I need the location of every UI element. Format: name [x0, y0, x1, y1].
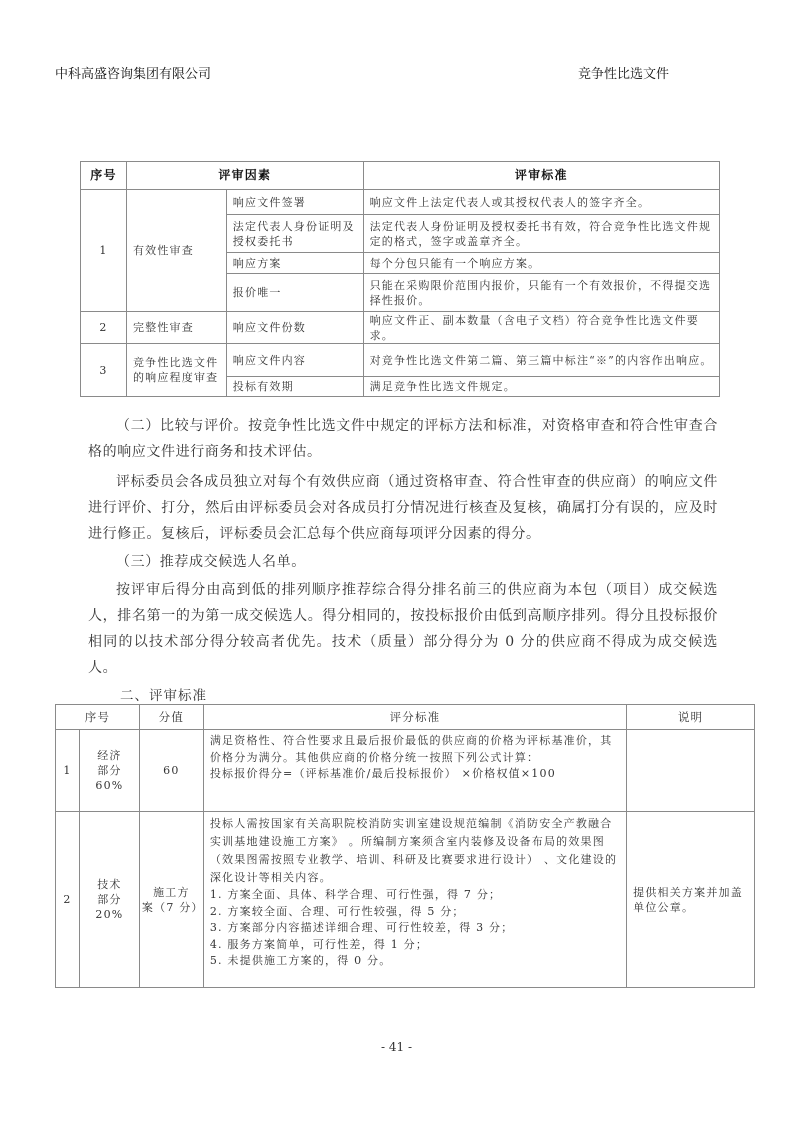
header-doc-type: 竞争性比选文件 [578, 67, 670, 82]
category-line: 经济 [97, 749, 122, 762]
row-category: 竞争性比选文件的响应程度审查 [126, 344, 226, 397]
row-factor: 法定代表人身份证明及授权委托书 [226, 215, 363, 253]
row-standard: 每个分包只能有一个响应方案。 [363, 253, 719, 274]
table-row [56, 812, 755, 988]
table-row [56, 730, 755, 812]
header-score: 分值 [139, 705, 203, 730]
row-factor: 响应文件内容 [226, 344, 363, 377]
category-line: 60% [95, 779, 124, 792]
table-header-row [56, 705, 755, 730]
row-note [627, 730, 755, 812]
row-category [79, 812, 139, 988]
header-standard: 评审标准 [363, 162, 719, 190]
header-criteria: 评分标准 [203, 705, 626, 730]
row-factor: 响应文件份数 [226, 312, 363, 344]
row-criteria [203, 730, 626, 812]
paragraph-recommend-title: （三）推荐成交候选人名单。 [116, 554, 306, 570]
row-score [139, 812, 203, 988]
category-line: 20% [95, 908, 124, 921]
score-line: 施工方 [153, 885, 190, 899]
criteria-line: 3. 方案部分内容描述详细合理、可行性较差，得 3 分； [209, 921, 514, 934]
criteria-line: 1. 方案全面、具体、科学合理、可行性强，得 7 分； [209, 888, 502, 901]
row-factor: 响应方案 [226, 253, 363, 274]
criteria-line: 投标人需按国家有关高职院校消防实训室建设规范编制《消防安全产教融合实训基地建设施工方案》 。所编制方案须含室内装修及设备布局的效果图（效果图需按照专业教学、培训、科研及比赛要求进行设计） 、文化建设的深化设计等相关内容。 [209, 817, 618, 884]
criteria-line: 2. 方案较全面、合理、可行性较强，得 5 分； [209, 904, 465, 918]
row-no: 1 [56, 730, 80, 812]
row-category [79, 730, 139, 812]
criteria-line: 满足资格性、符合性要求且最后报价最低的供应商的价格为评标基准价，其价格分为满分。其他供应商的价格分统一按照下列公式计算： [209, 734, 613, 764]
page-number: - 41 - [380, 1040, 412, 1054]
row-note: 提供相关方案并加盖单位公章。 [627, 812, 755, 988]
paragraph-comparison: （二）比较与评价。按竞争性比选文件中规定的评标方法和标准，对资格审查和符合性审查合格的响应文件进行商务和技术评估。 [88, 418, 718, 460]
row-standard: 对竞争性比选文件第二篇、第三篇中标注“※”的内容作出响应。 [363, 344, 719, 377]
row-factor: 报价唯一 [226, 274, 363, 312]
row-score: 60 [139, 730, 203, 812]
table-row [81, 344, 720, 377]
compliance-review-table [80, 161, 720, 397]
criteria-line: 4. 服务方案简单，可行性差，得 1 分； [209, 937, 429, 951]
row-criteria [203, 812, 626, 988]
criteria-line: 投标报价得分=（评标基准价/最后投标报价） ×价格权值×100 [209, 767, 556, 780]
header-company: 中科高盛咨询集团有限公司 [55, 67, 212, 82]
section-title: 二、评审标准 [120, 688, 207, 704]
criteria-line: 5. 未提供施工方案的，得 0 分。 [209, 954, 392, 967]
scoring-standard-table [55, 704, 755, 988]
paragraph-ranking: 按评审后得分由高到低的排列顺序推荐综合得分排名前三的供应商为本包（项目）成交候选人，排名第一的为第一成交候选人。得分相同的，按投标报价由低到高顺序排列。得分且投标报价相同的以技术部分得分较高者优先。技术（质量）部分得分为 0 分的供应商不得成为成交候选人。 [88, 582, 718, 676]
row-standard: 响应文件上法定代表人或其授权代表人的签字齐全。 [363, 190, 719, 215]
row-standard: 法定代表人身份证明及授权委托书有效，符合竞争性比选文件规定的格式，签字或盖章齐全。 [363, 215, 719, 253]
row-standard: 只能在采购限价范围内报价，只能有一个有效报价，不得提交选择性报价。 [363, 274, 719, 312]
row-no: 2 [81, 312, 127, 344]
category-line: 技术 [97, 878, 122, 891]
row-no: 1 [81, 190, 127, 312]
row-factor: 响应文件签署 [226, 190, 363, 215]
category-line: 部分 [97, 893, 122, 906]
header-factor: 评审因素 [126, 162, 363, 190]
paragraph-committee: 评标委员会各成员独立对每个有效供应商（通过资格审查、符合性审查的供应商）的响应文件进行评价、打分，然后由评标委员会对各成员打分情况进行核查及复核，确属打分有误的，应及时进行修正。复核后，评标委员会汇总每个供应商每项评分因素的得分。 [88, 474, 718, 542]
body-text [88, 413, 718, 681]
row-no: 2 [56, 812, 80, 988]
row-category: 完整性审查 [126, 312, 226, 344]
row-no: 3 [81, 344, 127, 397]
table-header-row [81, 162, 720, 190]
header-no: 序号 [56, 705, 140, 730]
row-standard: 响应文件正、副本数量（含电子文档）符合竞争性比选文件要求。 [363, 312, 719, 344]
category-line: 部分 [97, 764, 122, 777]
row-category: 有效性审查 [126, 190, 226, 312]
score-line: 案（7 分） [141, 900, 204, 914]
table-row [81, 312, 720, 344]
row-factor: 投标有效期 [226, 377, 363, 397]
row-standard: 满足竞争性比选文件规定。 [363, 377, 719, 397]
header-note: 说明 [627, 705, 755, 730]
header-no: 序号 [81, 162, 127, 190]
table-row [81, 190, 720, 215]
